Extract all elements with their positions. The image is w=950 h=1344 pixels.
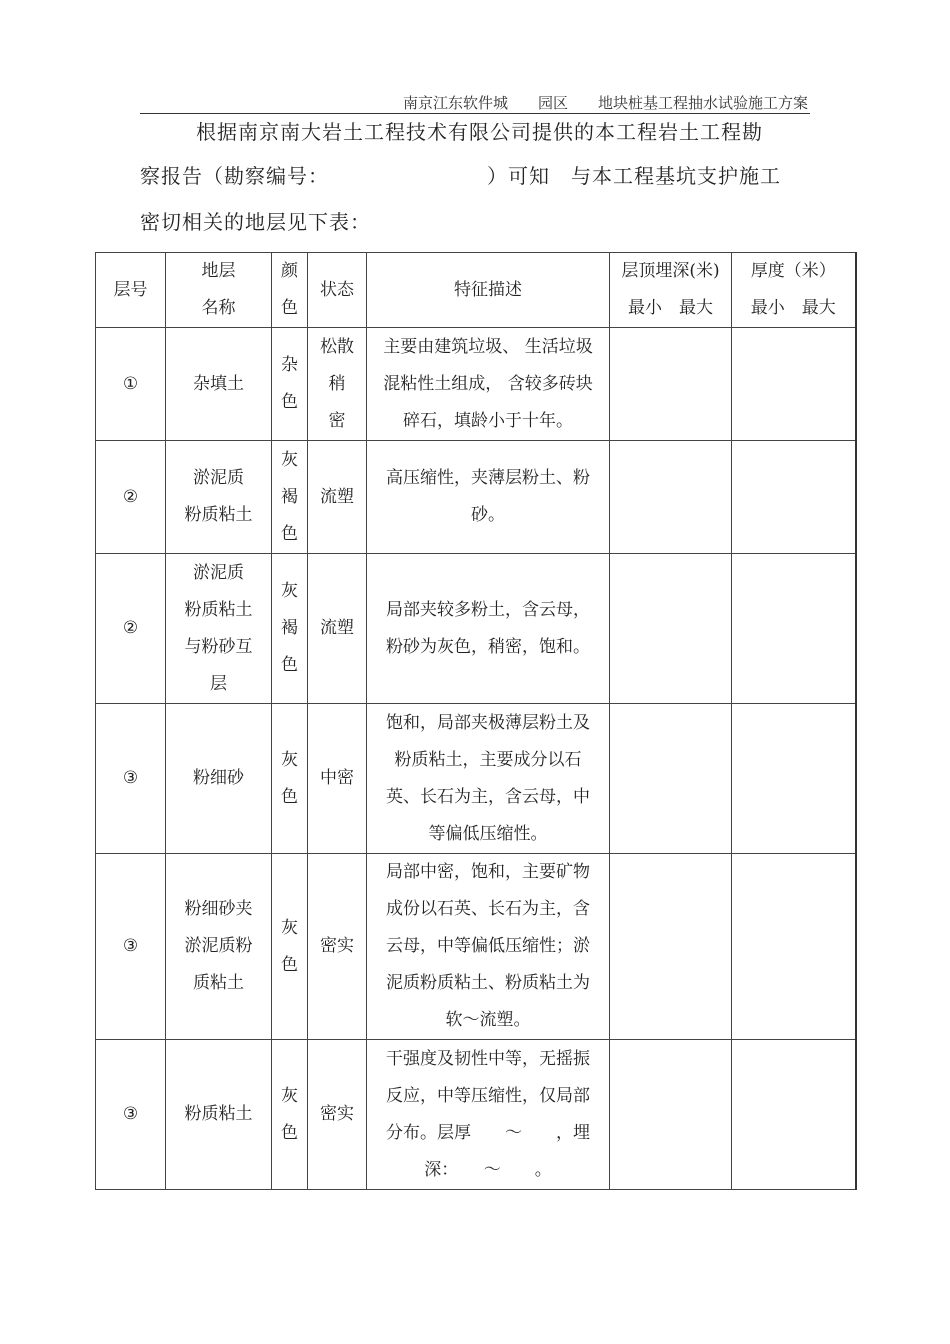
layer-desc-line: 饱和，局部夹极薄层粉土及 <box>386 712 590 733</box>
layer-state-line: 密 <box>328 410 346 431</box>
layer-no-cell: ① <box>96 328 166 441</box>
layer-depth-cell <box>610 441 732 554</box>
layer-desc-cell <box>367 328 610 441</box>
layer-name-line: 淤泥质 <box>193 468 244 488</box>
layer-desc-cell <box>367 1040 610 1190</box>
layer-desc-line: 粉砂为灰色，稍密，饱和。 <box>386 636 590 657</box>
layer-name-line: 粉质粘土 <box>184 1104 253 1124</box>
layer-state-line: 流塑 <box>320 618 354 638</box>
header-depth-line1: 层顶埋深(米) <box>621 261 720 281</box>
layer-color-cell <box>272 328 308 441</box>
layer-color-line: 灰 <box>281 449 298 470</box>
table-row <box>96 1040 856 1190</box>
layer-state-line: 密实 <box>320 936 354 956</box>
layer-color-cell <box>272 554 308 704</box>
layer-thickness-cell <box>732 441 856 554</box>
strata-table <box>95 252 857 1190</box>
table-row <box>96 328 856 441</box>
layer-desc-line: 等偏低压缩性。 <box>428 823 548 844</box>
header-color-line2: 色 <box>281 298 298 318</box>
header-layer-no: 层号 <box>96 253 166 328</box>
layer-name-line: 淤泥质粉 <box>184 936 253 956</box>
layer-depth-cell <box>610 1040 732 1190</box>
header-thickness <box>732 253 856 328</box>
layer-name-line: 质粘土 <box>193 973 244 993</box>
layer-depth-cell <box>610 704 732 854</box>
layer-color-line: 色 <box>281 954 298 975</box>
layer-desc-line: 反应，中等压缩性，仅局部 <box>386 1085 590 1106</box>
layer-name-line: 淤泥质 <box>193 562 244 583</box>
layer-desc-line: 干强度及韧性中等，无摇振 <box>386 1048 590 1069</box>
layer-color-line: 灰 <box>281 581 298 601</box>
layer-state-line: 流塑 <box>320 486 354 507</box>
table-header-row <box>96 253 856 328</box>
layer-desc-line: 混粘性土组成， 含较多砖块 <box>383 373 593 394</box>
layer-depth-cell <box>610 554 732 704</box>
layer-state-cell <box>308 1040 367 1190</box>
layer-state-line: 松散 <box>320 336 354 357</box>
header-name-line2: 名称 <box>201 298 236 318</box>
layer-desc-line: 碎石，填龄小于十年。 <box>403 410 573 431</box>
layer-state-line: 中密 <box>320 768 354 788</box>
layer-depth-cell <box>610 328 732 441</box>
intro-line-2: 察报告（勘察编号： ）可知 与本工程基坑支护施工 <box>140 164 781 188</box>
layer-no-cell: ③ <box>96 1040 166 1190</box>
table-row <box>96 704 856 854</box>
layer-depth-cell <box>610 854 732 1040</box>
layer-desc-cell <box>367 441 610 554</box>
layer-name-cell <box>166 441 272 554</box>
intro-line-1: 根据南京南大岩土工程技术有限公司提供的本工程岩土工程勘 <box>196 120 763 144</box>
layer-desc-line: 软～流塑。 <box>445 1010 531 1030</box>
header-state: 状态 <box>308 253 367 328</box>
layer-color-line: 褐 <box>281 486 298 507</box>
layer-state-cell <box>308 704 367 854</box>
layer-desc-line: 局部夹较多粉土，含云母， <box>386 599 590 620</box>
layer-desc-line: 分布。层厚 ～ ，埋 <box>386 1122 590 1143</box>
table-row <box>96 854 856 1040</box>
layer-desc-cell <box>367 554 610 704</box>
layer-no-cell: ② <box>96 441 166 554</box>
layer-state-line: 密实 <box>320 1104 354 1124</box>
layer-name-line: 层 <box>210 673 227 694</box>
layer-no-cell: ③ <box>96 854 166 1040</box>
layer-color-line: 色 <box>281 523 298 544</box>
layer-desc-line: 云母，中等偏低压缩性；淤 <box>386 936 590 956</box>
layer-desc-line: 高压缩性，夹薄层粉土、粉 <box>386 468 590 488</box>
layer-name-line: 粉质粘土 <box>184 505 253 525</box>
layer-name-cell <box>166 1040 272 1190</box>
header-color <box>272 253 308 328</box>
layer-color-line: 灰 <box>281 917 298 938</box>
layer-desc-line: 粉质粘土，主要成分以石 <box>394 749 582 770</box>
layer-desc-cell <box>367 704 610 854</box>
header-rule <box>140 113 810 114</box>
layer-name-cell <box>166 328 272 441</box>
layer-thickness-cell <box>732 854 856 1040</box>
layer-name-cell <box>166 854 272 1040</box>
layer-thickness-cell <box>732 328 856 441</box>
layer-color-line: 灰 <box>281 749 298 770</box>
header-depth <box>610 253 732 328</box>
layer-thickness-cell <box>732 554 856 704</box>
header-thickness-line2: 最小 最大 <box>750 298 836 318</box>
layer-color-cell <box>272 441 308 554</box>
header-desc: 特征描述 <box>367 253 610 328</box>
layer-color-line: 色 <box>281 786 298 807</box>
header-name <box>166 253 272 328</box>
layer-desc-line: 砂。 <box>471 505 505 525</box>
header-thickness-line1: 厚度（米） <box>750 261 836 281</box>
layer-name-line: 杂填土 <box>193 373 244 394</box>
table-row <box>96 554 856 704</box>
layer-state-cell <box>308 854 367 1040</box>
layer-no-cell: ② <box>96 554 166 704</box>
layer-color-line: 杂 <box>281 355 298 375</box>
header-name-line1: 地层 <box>201 261 236 281</box>
layer-state-cell <box>308 441 367 554</box>
header-color-line1: 颜 <box>281 261 298 281</box>
layer-name-cell <box>166 704 272 854</box>
layer-color-line: 褐 <box>281 618 298 638</box>
layer-name-cell <box>166 554 272 704</box>
layer-no-cell: ③ <box>96 704 166 854</box>
layer-desc-line: 英、长石为主，含云母，中 <box>386 786 590 807</box>
layer-desc-line: 泥质粉质粘土、粉质粘土为 <box>386 973 590 993</box>
layer-state-cell <box>308 554 367 704</box>
layer-desc-line: 局部中密，饱和，主要矿物 <box>386 862 590 882</box>
layer-color-line: 色 <box>281 392 298 412</box>
layer-color-line: 色 <box>281 655 298 675</box>
layer-state-cell <box>308 328 367 441</box>
table-row <box>96 441 856 554</box>
layer-name-line: 与粉砂互 <box>184 636 253 657</box>
header-depth-line2: 最小 最大 <box>628 298 713 318</box>
intro-line-3: 密切相关的地层见下表： <box>140 210 371 234</box>
layer-thickness-cell <box>732 704 856 854</box>
layer-color-cell <box>272 704 308 854</box>
layer-state-line: 稍 <box>328 373 346 394</box>
layer-name-line: 粉细砂夹 <box>184 899 253 919</box>
layer-name-line: 粉质粘土 <box>184 599 253 620</box>
layer-desc-cell <box>367 854 610 1040</box>
layer-desc-line: 主要由建筑垃圾、 生活垃圾 <box>383 336 593 357</box>
layer-color-cell <box>272 1040 308 1190</box>
layer-name-line: 粉细砂 <box>193 768 244 788</box>
layer-color-line: 色 <box>281 1122 298 1143</box>
layer-desc-line: 深： ～ 。 <box>424 1159 552 1180</box>
layer-color-cell <box>272 854 308 1040</box>
layer-thickness-cell <box>732 1040 856 1190</box>
layer-color-line: 灰 <box>281 1085 298 1106</box>
layer-desc-line: 成份以石英、长石为主，含 <box>386 899 590 919</box>
page-header: 南京江东软件城 园区 地块桩基工程抽水试验施工方案 <box>402 94 808 112</box>
